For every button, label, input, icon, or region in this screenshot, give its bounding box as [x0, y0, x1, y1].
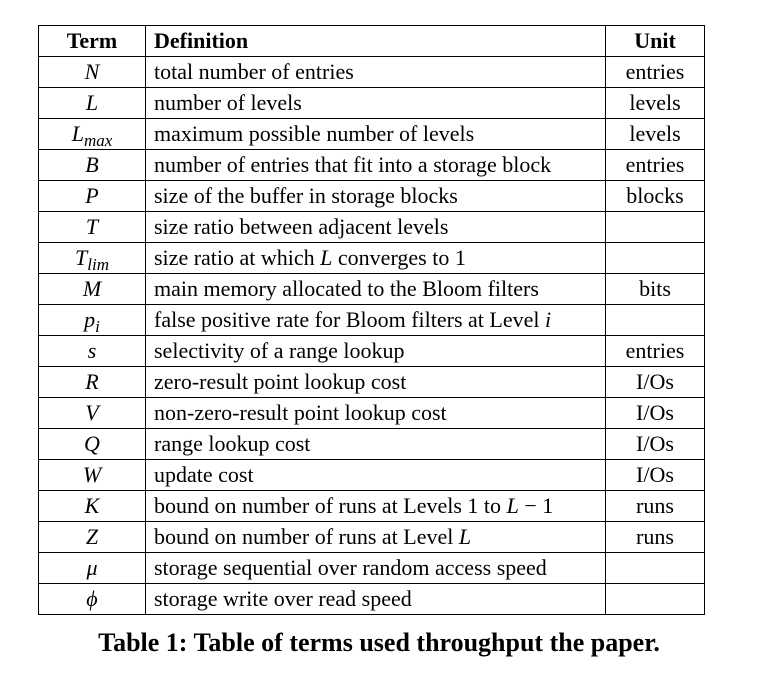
unit-cell: I/Os [606, 398, 705, 429]
term-subscript: max [83, 131, 113, 150]
definition-cell: zero-result point lookup cost [146, 367, 606, 398]
definition-cell: number of levels [146, 88, 606, 119]
term-cell [39, 429, 146, 460]
definition-cell: total number of entries [146, 57, 606, 88]
term-cell [39, 181, 146, 212]
term-cell [39, 212, 146, 243]
term-cell [39, 491, 146, 522]
term-cell [39, 243, 146, 274]
term-symbol: K [84, 493, 100, 518]
definition-math: L [320, 245, 333, 270]
unit-cell: levels [606, 88, 705, 119]
table-row [39, 212, 705, 243]
definition-text: converges to 1 [332, 245, 466, 270]
table-row [39, 491, 705, 522]
unit-cell: entries [606, 150, 705, 181]
unit-cell: blocks [606, 181, 705, 212]
table-row [39, 336, 705, 367]
table-row [39, 88, 705, 119]
definition-cell: storage sequential over random access speed [146, 553, 606, 584]
header-unit: Unit [606, 26, 705, 57]
definition-cell: range lookup cost [146, 429, 606, 460]
table-row [39, 181, 705, 212]
table-row [39, 522, 705, 553]
table-row [39, 243, 705, 274]
term-cell [39, 57, 146, 88]
term-cell [39, 584, 146, 615]
term-cell [39, 150, 146, 181]
definition-cell [146, 243, 606, 274]
unit-cell: I/Os [606, 460, 705, 491]
term-cell [39, 274, 146, 305]
definition-cell: size of the buffer in storage blocks [146, 181, 606, 212]
unit-cell [606, 212, 705, 243]
table-row [39, 584, 705, 615]
definition-text: false positive rate for Bloom filters at Level [154, 307, 545, 332]
definition-math: L [458, 524, 472, 549]
definition-cell: number of entries that fit into a storage block [146, 150, 606, 181]
term-symbol: p [84, 307, 96, 332]
term-cell [39, 305, 146, 336]
unit-cell [606, 553, 705, 584]
unit-cell [606, 305, 705, 336]
definition-text: − 1 [518, 493, 554, 518]
unit-cell [606, 584, 705, 615]
table-row [39, 429, 705, 460]
term-symbol: ϕ [86, 586, 98, 611]
definition-cell: maximum possible number of levels [146, 119, 606, 150]
table-row [39, 274, 705, 305]
unit-cell: entries [606, 57, 705, 88]
term-cell [39, 553, 146, 584]
term-symbol: V [85, 400, 99, 425]
header-term: Term [39, 26, 146, 57]
definition-text: bound on number of runs at Level [154, 524, 459, 549]
unit-cell: I/Os [606, 367, 705, 398]
definition-cell [146, 491, 606, 522]
table-row [39, 150, 705, 181]
term-cell [39, 398, 146, 429]
term-cell [39, 88, 146, 119]
term-symbol: s [87, 338, 97, 363]
unit-cell: bits [606, 274, 705, 305]
term-cell [39, 336, 146, 367]
definition-cell: selectivity of a range lookup [146, 336, 606, 367]
terms-table [38, 25, 705, 615]
term-symbol: R [85, 369, 99, 394]
unit-cell: I/Os [606, 429, 705, 460]
table-row [39, 367, 705, 398]
definition-cell: storage write over read speed [146, 584, 606, 615]
term-cell [39, 119, 146, 150]
term-symbol: N [84, 59, 100, 84]
unit-cell [606, 243, 705, 274]
term-subscript: i [95, 317, 100, 336]
table-row [39, 305, 705, 336]
table-row [39, 460, 705, 491]
definition-cell [146, 305, 606, 336]
term-symbol: Q [84, 431, 100, 456]
term-symbol: B [85, 152, 99, 177]
table-row [39, 57, 705, 88]
term-symbol: T [75, 245, 88, 270]
term-cell [39, 460, 146, 491]
term-symbol: Z [85, 524, 99, 549]
term-subscript: lim [87, 255, 109, 274]
term-symbol: M [82, 276, 102, 301]
definition-cell: main memory allocated to the Bloom filters [146, 274, 606, 305]
table-row [39, 398, 705, 429]
definition-math: L [506, 493, 519, 518]
definition-cell [146, 522, 606, 553]
term-cell [39, 522, 146, 553]
table-row [39, 553, 705, 584]
term-symbol: L [71, 121, 84, 146]
table-row [39, 119, 705, 150]
definition-math: i [544, 307, 552, 332]
term-symbol: L [85, 90, 99, 115]
term-symbol: T [85, 214, 99, 239]
term-symbol: W [82, 462, 102, 487]
unit-cell: levels [606, 119, 705, 150]
unit-cell: runs [606, 522, 705, 553]
header-definition: Definition [146, 26, 606, 57]
table-caption: Table 1: Table of terms used throughput the paper. [98, 628, 660, 657]
definition-cell: size ratio between adjacent levels [146, 212, 606, 243]
unit-cell: entries [606, 336, 705, 367]
unit-cell: runs [606, 491, 705, 522]
definition-cell: update cost [146, 460, 606, 491]
definition-cell: non-zero-result point lookup cost [146, 398, 606, 429]
definition-text: bound on number of runs at Levels 1 to [154, 493, 507, 518]
term-symbol: P [85, 183, 99, 208]
definition-text: size ratio at which [154, 245, 321, 270]
table-header-row [39, 26, 705, 57]
term-cell [39, 367, 146, 398]
term-symbol: μ [86, 555, 98, 580]
